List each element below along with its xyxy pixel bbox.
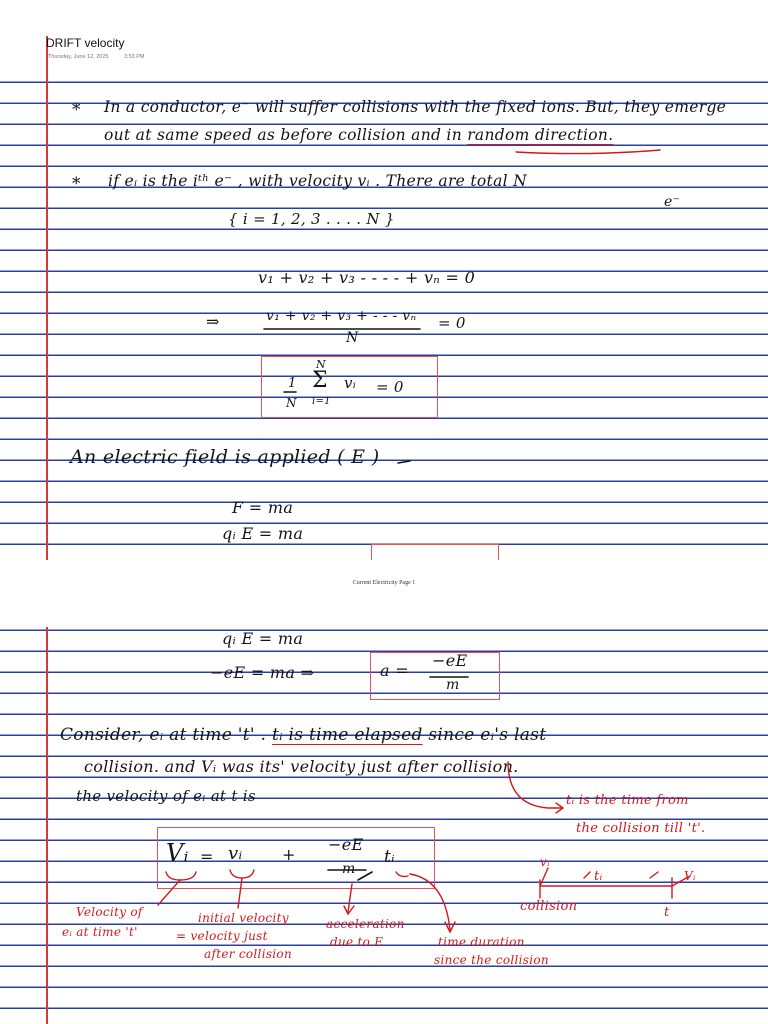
arrow-acceleration <box>348 884 352 912</box>
sum-velocity-equation: v₁ + v₂ + v₃ - - - - + vₙ = 0 <box>258 268 476 287</box>
ti-note-line-1: tᵢ is the time from <box>566 793 689 808</box>
consider-line-1-a: Consider, eᵢ at time 't' . <box>60 725 272 745</box>
bullet2-line1: if eᵢ is the iᵗʰ e⁻ , with velocity vᵢ . There are total N <box>108 172 527 190</box>
consider-line-2: collision. and Vᵢ was its' velocity just after collision. <box>84 757 519 776</box>
acceleration-denominator: m <box>446 677 460 693</box>
page-footer: Current Electricity Page 1 <box>352 580 416 586</box>
sigma-term: vᵢ <box>344 374 357 392</box>
ti-note-arrow <box>508 762 562 808</box>
bullet-star: * <box>72 100 81 120</box>
field-arrow-stroke <box>398 461 410 463</box>
label-velocity-of-1: Velocity of <box>76 905 143 919</box>
diagram-ti: tᵢ <box>594 869 603 884</box>
diagram-vi-top: vᵢ <box>540 855 550 869</box>
bullet1-line1: In a conductor, e⁻ will suffer collisions with the fixed ions. But, they emerge <box>104 98 727 116</box>
average-numerator: v₁ + v₂ + v₃ + - - - vₙ <box>266 308 417 324</box>
main-eq-lhs: Vᵢ <box>166 839 189 867</box>
main-eq-ti: tᵢ <box>384 847 395 867</box>
average-denominator: N <box>346 330 359 346</box>
eE-equation: −eE = ma ⇒ <box>210 663 315 682</box>
bullet-star: * <box>72 174 81 194</box>
main-eq-numerator: −eE <box>328 835 364 854</box>
diagram-collision: collision <box>520 899 578 914</box>
sigma-symbol: Σ <box>312 368 328 393</box>
acceleration-numerator: −eE <box>432 651 468 670</box>
label-velocity-of-2: eᵢ at time 't' <box>62 925 138 939</box>
arrow-velocity-of <box>158 880 180 905</box>
bracket-ti <box>396 872 408 877</box>
random-direction-text: random direction. <box>467 126 614 144</box>
ti-elapsed-text: tᵢ is time elapsed <box>271 725 423 745</box>
bracket-Vi <box>166 872 196 880</box>
sigma-rhs: = 0 <box>376 378 404 396</box>
main-eq-equals: = <box>200 847 214 866</box>
diagram-Vi-right: Vᵢ <box>684 869 696 883</box>
sigma-lower: i=1 <box>312 396 331 407</box>
sigma-upper: N <box>316 358 326 371</box>
arrow-time-duration <box>410 874 450 930</box>
timeline-marks <box>584 872 658 878</box>
average-rhs: = 0 <box>438 314 466 332</box>
label-initial-2: = velocity just <box>176 929 268 943</box>
diagram-t: t <box>664 905 670 920</box>
force-equation: F = ma <box>232 498 294 517</box>
bracket-vi <box>230 870 254 878</box>
random-direction-underline <box>516 150 660 154</box>
page-title[interactable]: DRIFT velocity <box>46 36 125 50</box>
label-accel-2: due to E <box>330 935 384 949</box>
page-time: 3:53 PM <box>124 54 145 60</box>
label-time-1: time duration <box>438 935 525 949</box>
label-initial-3: after collision <box>204 947 292 961</box>
page-date: Thursday, June 12, 2025 <box>48 54 109 60</box>
bullet1-line2-text: out at same speed as before collision and in <box>104 126 468 144</box>
consider-line-1-c: since eᵢ's last <box>422 725 547 745</box>
sigma-frac-den: N <box>286 396 297 410</box>
timeline-Vi-arrow <box>672 876 690 886</box>
arrow-initial-velocity <box>238 878 242 908</box>
acceleration-lhs: a = <box>380 661 409 680</box>
ti-note-line-2: the collision till 't'. <box>576 821 706 836</box>
label-accel-1: acceleration <box>326 917 405 931</box>
label-initial-1: initial velocity <box>198 911 289 925</box>
bullet2-index-set: { i = 1, 2, 3 . . . . N } <box>228 210 395 228</box>
qE-equation: qᵢ E = ma <box>222 524 304 543</box>
main-eq-plus: + <box>282 845 296 864</box>
electric-field-applied: An electric field is applied ( E ) <box>70 446 380 468</box>
qE-equation-repeat: qᵢ E = ma <box>222 629 304 648</box>
bullet2-electron: e⁻ <box>664 194 681 210</box>
sigma-frac-num: 1 <box>288 376 297 391</box>
eq-arrow-stroke <box>358 872 372 880</box>
label-time-2: since the collision <box>434 953 549 967</box>
timeline-vi-arrow <box>540 868 548 886</box>
main-eq-initial-velocity: vᵢ <box>228 843 243 864</box>
consider-line-3: the velocity of eᵢ at t is <box>76 787 256 805</box>
main-eq-denominator: m <box>342 861 356 877</box>
implies-arrow: ⇒ <box>206 312 220 331</box>
